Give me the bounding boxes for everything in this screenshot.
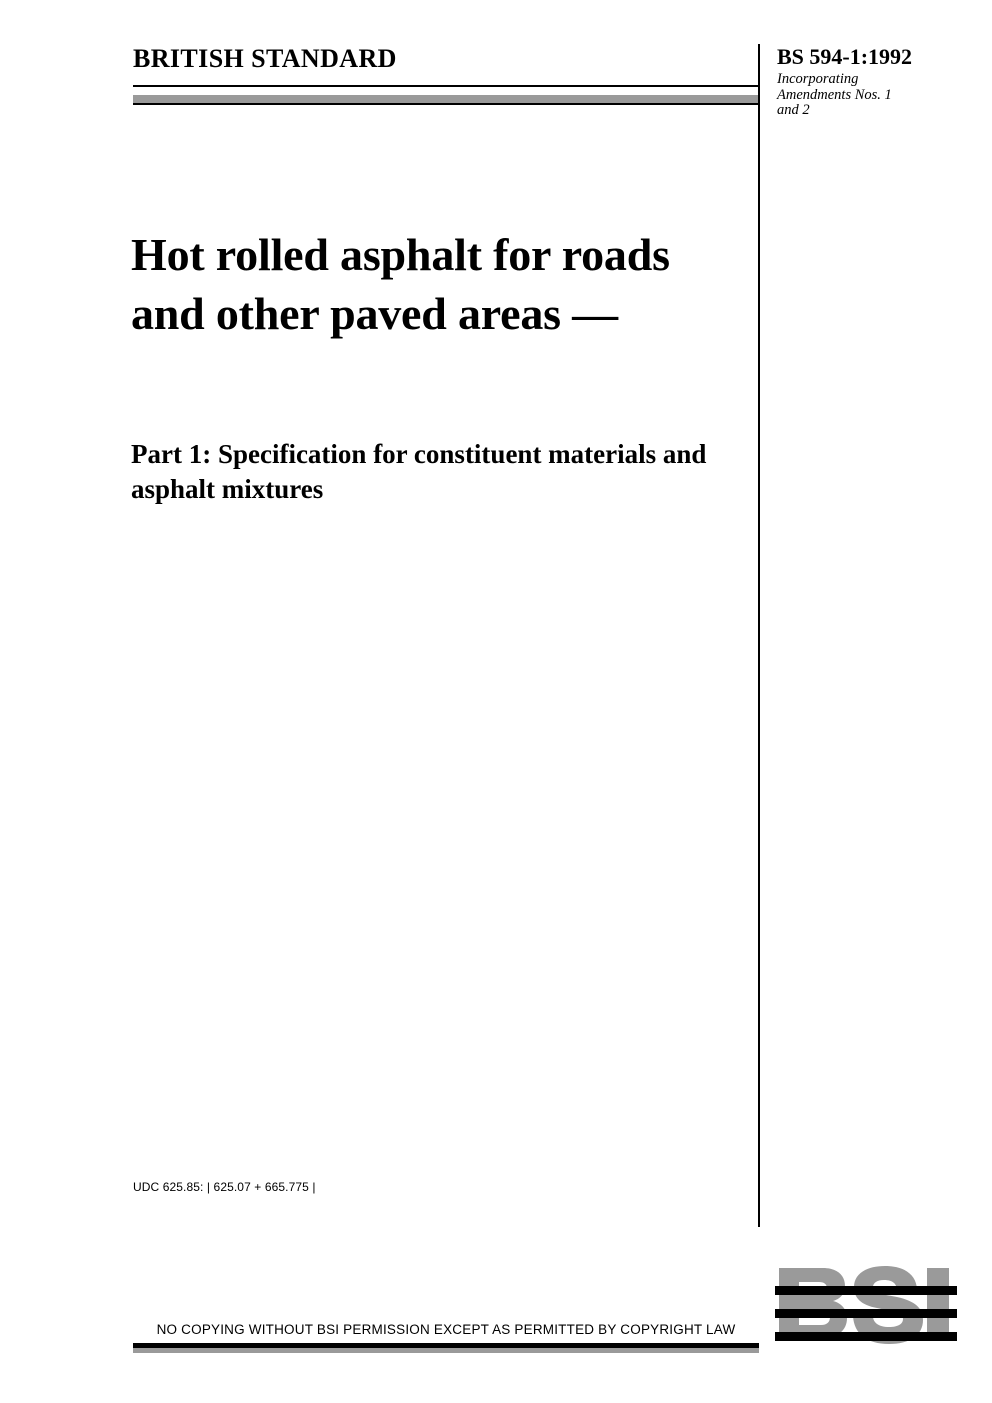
copyright-notice: NO COPYING WITHOUT BSI PERMISSION EXCEPT AS PERMITTED BY COPYRIGHT LAW: [156, 1322, 736, 1337]
header-rule-top: [133, 85, 759, 87]
amendments-line-1: Incorporating: [777, 71, 859, 87]
footer-rule-grey: [133, 1348, 759, 1353]
amendments-line-3: and 2: [777, 102, 810, 118]
udc-classification: UDC 625.85: | 625.07 + 665.775 |: [133, 1180, 316, 1194]
page-title: Hot rolled asphalt for roads and other paved areas —: [131, 228, 670, 339]
vertical-divider: [758, 44, 760, 1227]
amendments-block: [777, 72, 957, 119]
standard-number: BS 594-1:1992: [777, 44, 913, 69]
page-subtitle: Part 1: Specification for constituent materials and asphalt mixtures: [131, 439, 707, 505]
header-rule-grey: [133, 95, 759, 103]
amendments-line-2: Amendments Nos. 1: [777, 86, 892, 103]
page-header-standard-body: BRITISH STANDARD: [133, 44, 397, 73]
header-rule-bottom: [133, 103, 759, 105]
bsi-logo: [775, 1266, 957, 1352]
